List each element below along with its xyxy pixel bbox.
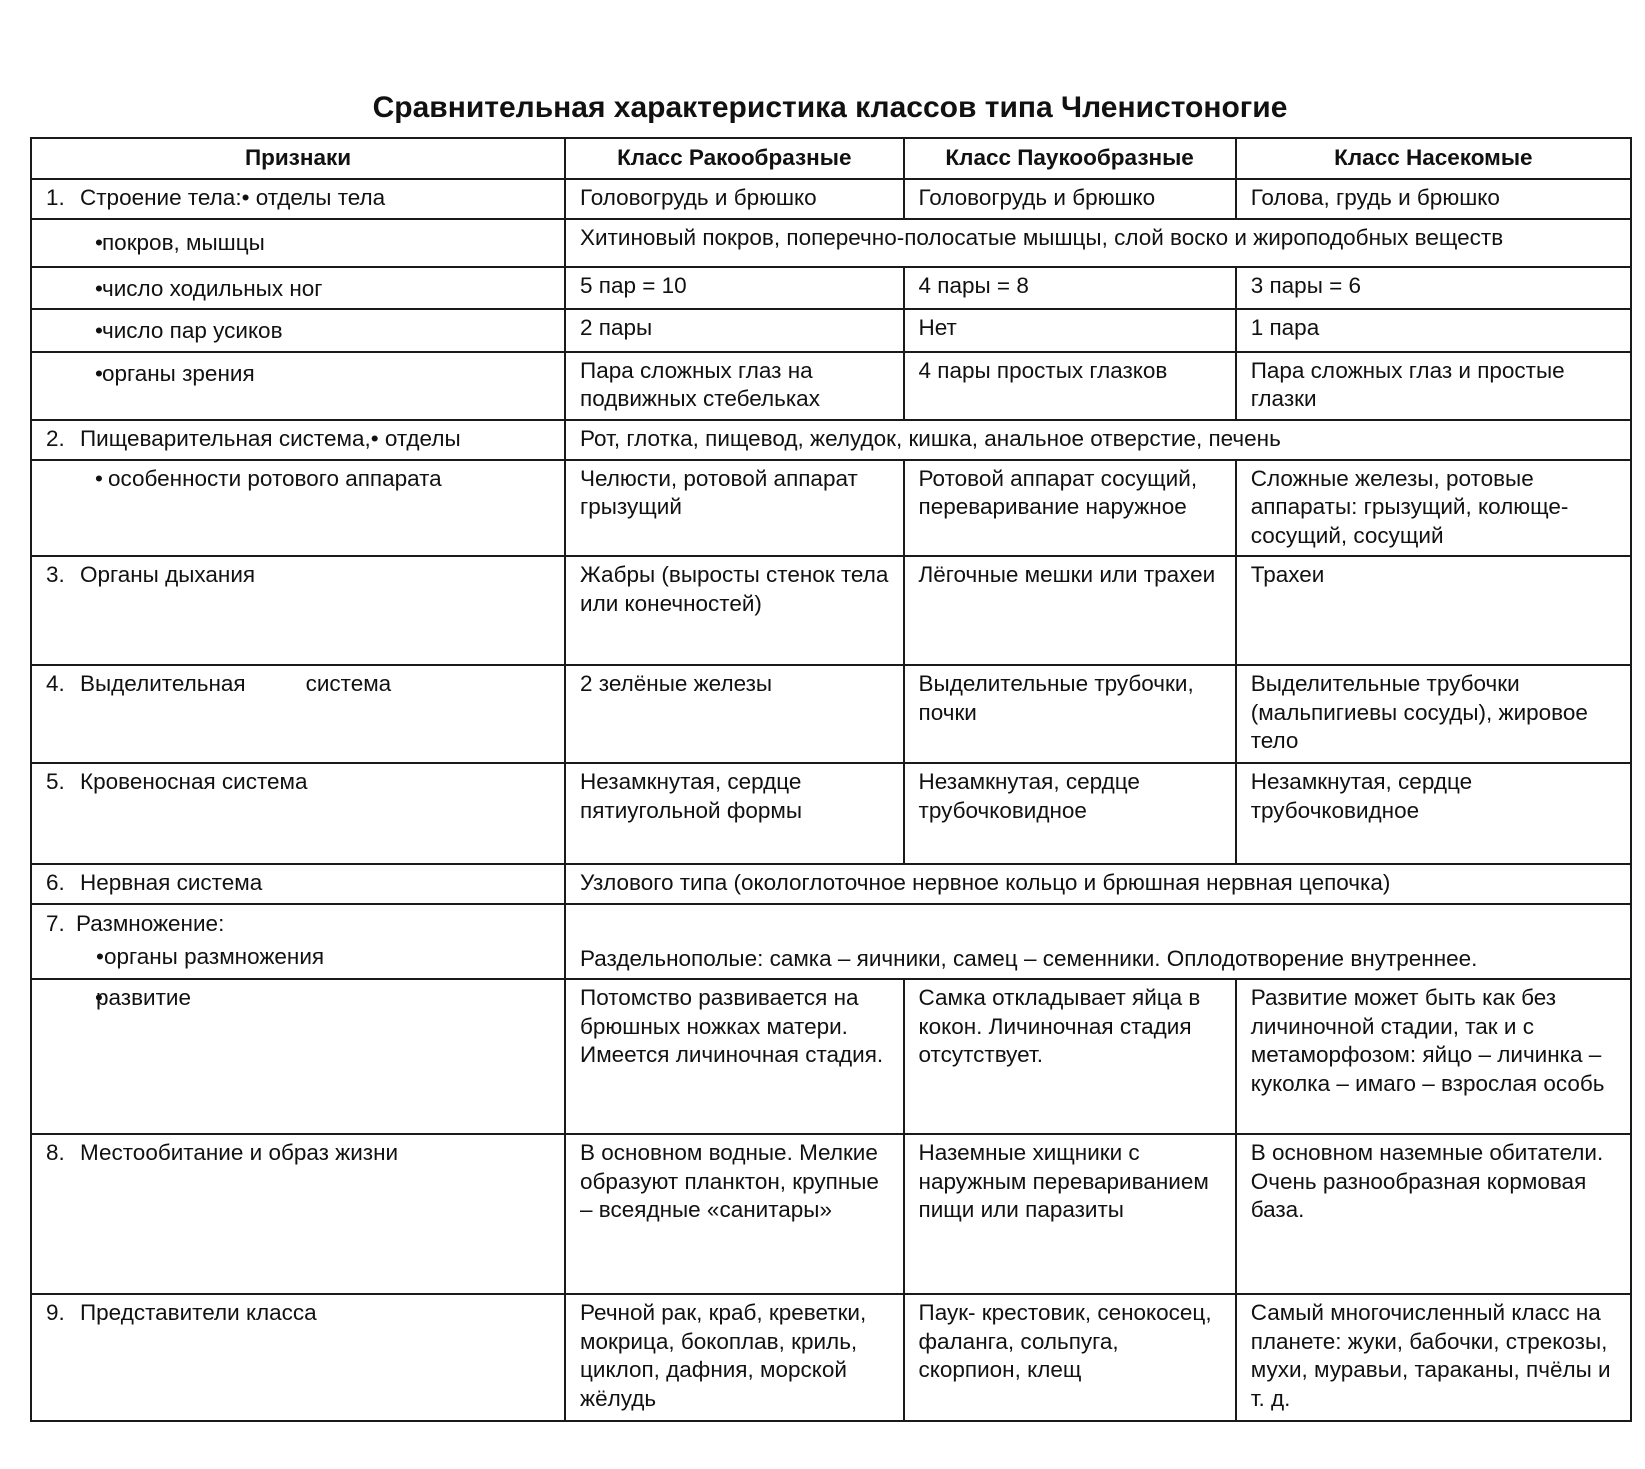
header-arachnids: Класс Паукообразные: [904, 138, 1236, 179]
table-cell: 4 пары = 8: [904, 267, 1236, 310]
table-row: [31, 352, 1631, 420]
table-row: [31, 665, 1631, 763]
table-cell: Самый многочисленный класс на планете: жуки, бабочки, стрекозы, мухи, муравьи, тараканы, пчёлы и т. д.: [1236, 1294, 1631, 1421]
table-cell: 2 пары: [565, 309, 904, 352]
row-label: 9. Представители класса: [31, 1294, 565, 1421]
table-cell: Речной рак, краб, креветки, мокрица, бокоплав, криль, циклоп, дафния, морской жёлудь: [565, 1294, 904, 1421]
table-row: [31, 979, 1631, 1134]
table-row: [31, 864, 1631, 904]
table-cell: Жабры (выросты стенок тела или конечностей): [565, 556, 904, 665]
sub-label: • органы размножения: [46, 940, 550, 973]
table-cell: Незамкнутая, сердце трубочковидное: [904, 763, 1236, 864]
row-label: 1. Строение тела:• отделы тела: [31, 179, 565, 219]
row-label: 5. Кровеносная система: [31, 763, 565, 864]
table-cell: Челюсти, ротовой аппарат грызущий: [565, 460, 904, 557]
table-row: [31, 904, 1631, 979]
comparison-table: [30, 137, 1632, 1422]
table-cell: 1 пара: [1236, 309, 1631, 352]
row-label: • число ходильных ног: [31, 267, 565, 310]
row-label: 2. Пищеварительная система,• отделы: [31, 420, 565, 460]
table-row: [31, 309, 1631, 352]
row-label: • покров, мышцы: [31, 219, 565, 267]
header-crustaceans: Класс Ракообразные: [565, 138, 904, 179]
table-cell: В основном наземные обитатели. Очень разнообразная кормовая база.: [1236, 1134, 1631, 1294]
row-label: • число пар усиков: [31, 309, 565, 352]
table-cell-span: Узлового типа (окологлоточное нервное кольцо и брюшная нервная цепочка): [565, 864, 1631, 904]
table-cell: Незамкнутая, сердце пятиугольной формы: [565, 763, 904, 864]
table-cell: Паук- крестовик, сенокосец, фаланга, сольпуга, скорпион, клещ: [904, 1294, 1236, 1421]
table-row: [31, 556, 1631, 665]
table-cell: 3 пары = 6: [1236, 267, 1631, 310]
header-features: Признаки: [31, 138, 565, 179]
table-cell: Нет: [904, 309, 1236, 352]
row-label: • развитие: [31, 979, 565, 1134]
table-header-row: [31, 138, 1631, 179]
table-cell: Наземные хищники с наружным перевариванием пищи или паразиты: [904, 1134, 1236, 1294]
table-row: [31, 1294, 1631, 1421]
table-row: [31, 763, 1631, 864]
table-cell: Трахеи: [1236, 556, 1631, 665]
table-cell: 5 пар = 10: [565, 267, 904, 310]
row-label: 4. Выделительная система: [31, 665, 565, 763]
row-label: 8. Местообитание и образ жизни: [31, 1134, 565, 1294]
table-cell: Ротовой аппарат сосущий, переваривание наружное: [904, 460, 1236, 557]
row-label: 7. Размножение: • органы размножения: [31, 904, 565, 979]
table-cell: Самка откладывает яйца в кокон. Личиночная стадия отсутствует.: [904, 979, 1236, 1134]
table-cell: Головогрудь и брюшко: [904, 179, 1236, 219]
table-cell: 2 зелёные железы: [565, 665, 904, 763]
table-cell: Развитие может быть как без личиночной стадии, так и с метаморфозом: яйцо – личинка – куколка – имаго – взрослая особь: [1236, 979, 1631, 1134]
table-cell-span: Раздельнополые: самка – яичники, самец – семенники. Оплодотворение внутреннее.: [565, 904, 1631, 979]
table-cell: Незамкнутая, сердце трубочковидное: [1236, 763, 1631, 864]
table-row: [31, 179, 1631, 219]
table-cell: Выделительные трубочки, почки: [904, 665, 1236, 763]
header-insects: Класс Насекомые: [1236, 138, 1631, 179]
table-cell: Головогрудь и брюшко: [565, 179, 904, 219]
table-row: [31, 460, 1631, 557]
row-label: 3. Органы дыхания: [31, 556, 565, 665]
table-cell: 4 пары простых глазков: [904, 352, 1236, 420]
table-cell: Выделительные трубочки (мальпигиевы сосуды), жировое тело: [1236, 665, 1631, 763]
table-row: [31, 219, 1631, 267]
table-cell: Потомство развивается на брюшных ножках матери. Имеется личиночная стадия.: [565, 979, 904, 1134]
table-row: [31, 1134, 1631, 1294]
table-row: [31, 420, 1631, 460]
row-label: 6. Нервная система: [31, 864, 565, 904]
row-label: • особенности ротового аппарата: [31, 460, 565, 557]
table-cell: Пара сложных глаз на подвижных стебельках: [565, 352, 904, 420]
table-cell: В основном водные. Мелкие образуют планктон, крупные – всеядные «санитары»: [565, 1134, 904, 1294]
table-cell-span: Хитиновый покров, поперечно-полосатые мышцы, слой воско и жироподобных веществ: [565, 219, 1631, 267]
table-cell: Пара сложных глаз и простые глазки: [1236, 352, 1631, 420]
table-cell-span: Рот, глотка, пищевод, желудок, кишка, анальное отверстие, печень: [565, 420, 1631, 460]
table-row: [31, 267, 1631, 310]
table-cell: Голова, грудь и брюшко: [1236, 179, 1631, 219]
row-label: • органы зрения: [31, 352, 565, 420]
table-cell: Сложные железы, ротовые аппараты: грызущий, колюще-сосущий, сосущий: [1236, 460, 1631, 557]
table-cell: Лёгочные мешки или трахеи: [904, 556, 1236, 665]
page-title: Сравнительная характеристика классов типа Членистоногие: [372, 91, 1288, 124]
